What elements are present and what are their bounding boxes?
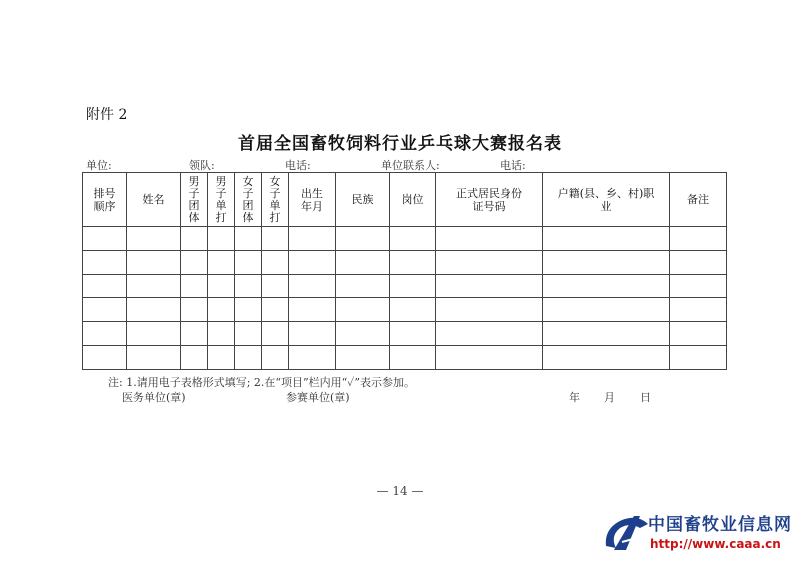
header-women-single: 女子单打	[262, 173, 289, 227]
table-header-row	[83, 173, 727, 227]
header-remarks: 备注	[670, 173, 727, 227]
header-men-team: 男子团体	[181, 173, 208, 227]
form-note: 注: 1.请用电子表格形式填写; 2.在“项目”栏内用“✓”表示参加。	[108, 376, 415, 389]
registration-table	[82, 172, 727, 370]
table-row	[83, 274, 727, 298]
date-day: 日	[640, 391, 651, 404]
table-body	[83, 227, 727, 370]
table-row	[83, 298, 727, 322]
date-year: 年	[569, 391, 580, 404]
header-birth: 出生年月	[289, 173, 336, 227]
logo-site-name: 中国畜牧业信息网	[648, 515, 792, 535]
header-men-single: 男子单打	[208, 173, 235, 227]
meta-unit: 单位:	[86, 159, 112, 172]
header-ethnicity: 民族	[336, 173, 390, 227]
header-women-team: 女子团体	[235, 173, 262, 227]
attachment-label: 附件 2	[86, 107, 128, 123]
header-position: 岗位	[390, 173, 436, 227]
medical-unit-seal: 医务单位(章)	[122, 391, 186, 404]
header-id-number: 正式居民身份证号码	[436, 173, 543, 227]
header-order: 排号顺序	[83, 173, 127, 227]
meta-contact: 单位联系人:	[381, 159, 440, 172]
table-row	[83, 227, 727, 251]
table-row	[83, 345, 727, 369]
meta-contact-phone: 电话:	[500, 159, 526, 172]
meta-leader: 领队:	[189, 159, 215, 172]
meta-phone: 电话:	[285, 159, 311, 172]
form-title: 首届全国畜牧饲料行业乒乓球大赛报名表	[238, 134, 562, 154]
table-row	[83, 322, 727, 346]
header-name: 姓名	[127, 173, 181, 227]
logo-url-link[interactable]: http://www.caaa.cn	[650, 537, 781, 551]
header-household: 户籍(县、乡、村)职业	[543, 173, 670, 227]
page-number: — 14 —	[376, 484, 424, 498]
date-month: 月	[604, 391, 615, 404]
table-row	[83, 250, 727, 274]
participant-unit-seal: 参赛单位(章)	[286, 391, 350, 404]
